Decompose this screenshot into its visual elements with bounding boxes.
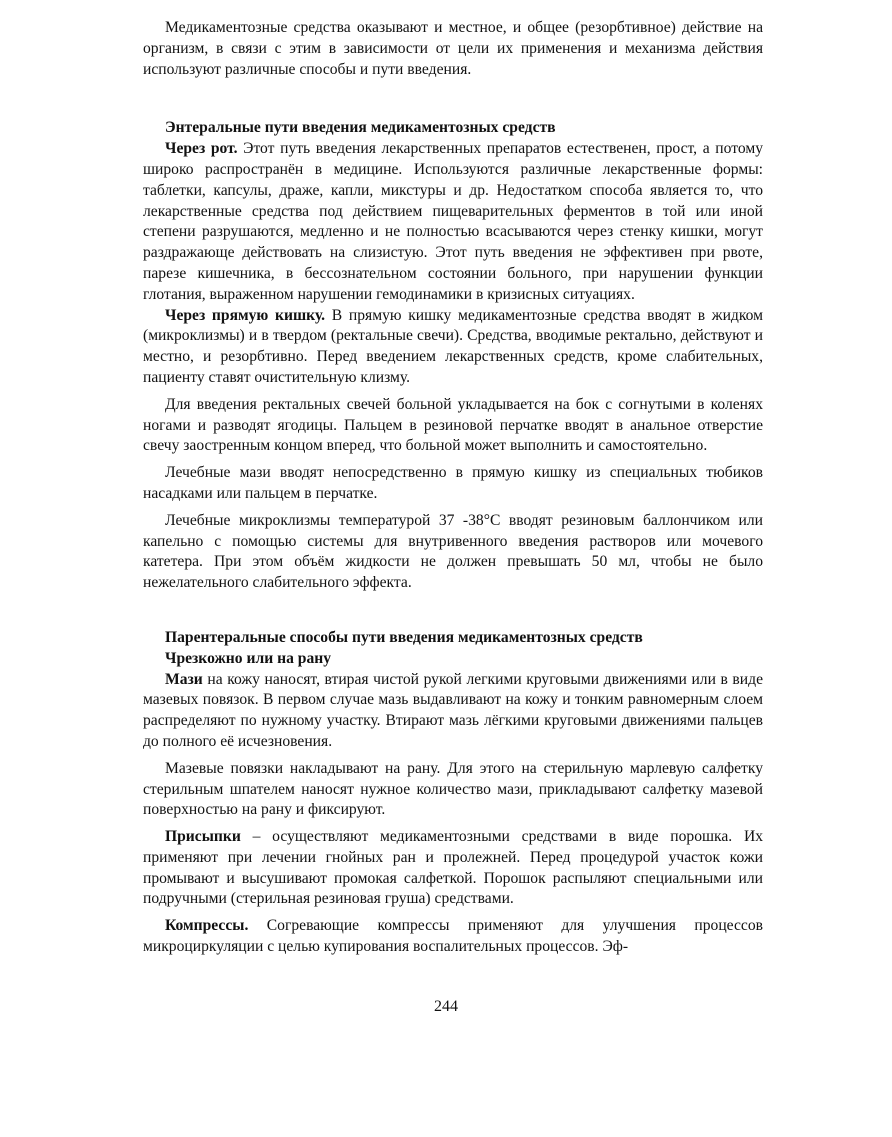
compress-paragraph [143, 916, 763, 958]
oral-term: Через рот. [165, 140, 238, 158]
suppository-paragraph: Для введения ректальных свечей больной укладывается на бок с согнутыми в коленях ногами и разводят ягодицы. Пальцем в резиновой перчатке вводят в анальное отверстие свечу заостренным концом вперед, что больной может выполнить и самостоятельно. [143, 395, 763, 455]
powder-paragraph [143, 827, 763, 910]
enteral-heading: Энтеральные пути введения медикаментозных средств [165, 119, 556, 137]
enteral-paragraph-rectal [143, 306, 763, 389]
ointment-rectal-paragraph: Лечебные мази вводят непосредственно в прямую кишку из специальных тюбиков насадками или пальцем в перчатке. [143, 464, 763, 502]
enteral-paragraph-oral [143, 139, 763, 305]
page-number: 244 [434, 998, 458, 1015]
ointment-term: Мази [165, 670, 203, 688]
powder-text: – осуществляют медикаментозными средствами в виде порошка. Их применяют при лечении гнойных ран и пролежней. Перед процедурой участок кожи промывают и высушивают промокая салфеткой. Порошок распыляют специальными или подручными (стерильная резиновая груша) средствами. [143, 828, 763, 908]
rectal-term: Через прямую кишку. [165, 306, 326, 324]
ointment-paragraph [143, 670, 763, 753]
dressing-paragraph: Мазевые повязки накладывают на рану. Для этого на стерильную марлевую салфетку стерильным шпателем наносят нужное количество мази, прикладывают салфетку мазевой поверхностью на рану и фиксируют. [143, 759, 763, 819]
parenteral-heading: Парентеральные способы пути введения медикаментозных средств [165, 628, 643, 646]
page-body [143, 18, 763, 958]
rectal-text: В прямую кишку медикаментозные средства вводят в жидком (микроклизмы) и в твердом (ректальные свечи). Средства, вводимые ректально, действуют и местно, и резорбтивно. Перед введением лекарственных средств, кроме слабительных, пациенту ставят очистительную клизму. [143, 306, 763, 386]
parenteral-subheading: Чрезкожно или на рану [165, 649, 332, 667]
oral-text: Этот путь введения лекарственных препаратов естественен, прост, а потому широко распространён в медицине. Используются различные лекарственные формы: таблетки, капсулы, драже, капли, микстуры и др. Недостатком способа является то, что лекарственные средства под действием пищеварительных ферментов в той или иной степени разрушаются, медленно и не полностью всасываются через стенку кишки, могут раздражающе действовать на слизистую. Этот путь введения не эффективен при рвоте, парезе кишечника, в бессознательном состоянии больного, при нарушении функции глотания, выраженном нарушении гемодинамики в кризисных ситуациях. [143, 140, 763, 303]
compress-text: Согревающие компрессы применяют для улучшения процессов микроциркуляции с целью купирования воспалительных процессов. Эф- [143, 917, 763, 956]
microenema-paragraph: Лечебные микроклизмы температурой 37 -38°С вводят резиновым баллончиком или капельно с помощью системы для внутривенного введения растворов или мочевого катетера. При этом объём жидкости не должен превышать 50 мл, чтобы не было нежелательного слабительного эффекта. [143, 511, 763, 592]
ointment-text: на кожу наносят, втирая чистой рукой легкими круговыми движениями или в виде мазевых повязок. В первом случае мазь выдавливают на кожу и тонким равномерным слоем распределяют по нужному участку. Втирают мазь лёгкими круговыми движениями пальцев до полного её исчезновения. [143, 670, 763, 750]
intro-paragraph: Медикаментозные средства оказывают и местное, и общее (резорбтивное) действие на организм, в связи с этим в зависимости от цели их применения и механизма действия используют различные способы и пути введения. [143, 19, 763, 78]
compress-term: Компрессы. [165, 917, 249, 935]
powder-term: Присыпки [165, 828, 241, 846]
